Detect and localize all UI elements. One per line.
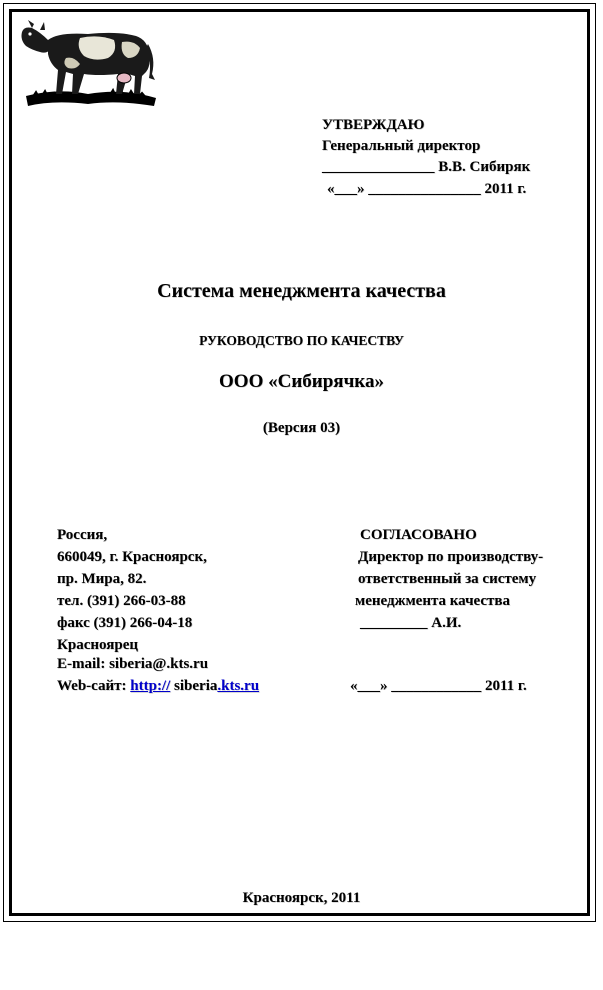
address-fax-city: Красноярец <box>57 637 138 653</box>
website-link-protocol[interactable]: http:// <box>130 678 171 694</box>
approval-signature-line: _______________ В.В. Сибиряк <box>322 159 531 175</box>
website-domain: siberia <box>170 678 218 694</box>
address-city: 660049, г. Красноярск, <box>57 549 207 565</box>
agreement-date-line: «___» ____________ 2011 г. <box>350 678 527 694</box>
cow-logo-icon <box>18 14 158 109</box>
approval-position: Генеральный директор <box>322 138 481 154</box>
address-website <box>57 675 259 697</box>
address-street: пр. Мира, 82. <box>57 571 147 587</box>
website-label: Web-сайт: <box>57 678 131 694</box>
page-inner-border <box>9 9 590 916</box>
agreement-line-2: ответственный за систему <box>358 571 537 587</box>
agreement-heading: СОГЛАСОВАНО <box>360 527 477 543</box>
address-fax: факс (391) 266-04-18 <box>57 615 193 631</box>
system-title: Система менеджмента качества <box>157 280 446 302</box>
address-email: E-mail: siberia@.kts.ru <box>57 656 209 672</box>
agreement-line-3: менеджмента качества <box>355 593 511 609</box>
approval-heading: УТВЕРЖДАЮ <box>322 117 425 133</box>
address-phone: тел. (391) 266-03-88 <box>57 593 186 609</box>
website-link-suffix[interactable]: .kts.ru <box>217 678 260 694</box>
document-version: (Версия 03) <box>262 420 341 436</box>
agreement-line-1: Директор по производству- <box>358 549 544 565</box>
approval-date-line: «___» _______________ 2011 г. <box>327 181 527 197</box>
address-country: Россия, <box>57 527 108 543</box>
organization-name: ООО «Сибирячка» <box>219 371 384 392</box>
agreement-signature-line: _________ А.И. <box>360 615 462 631</box>
manual-title: РУКОВОДСТВО ПО КАЧЕСТВУ <box>199 333 404 348</box>
footer-place-year: Красноярск, 2011 <box>242 890 361 906</box>
